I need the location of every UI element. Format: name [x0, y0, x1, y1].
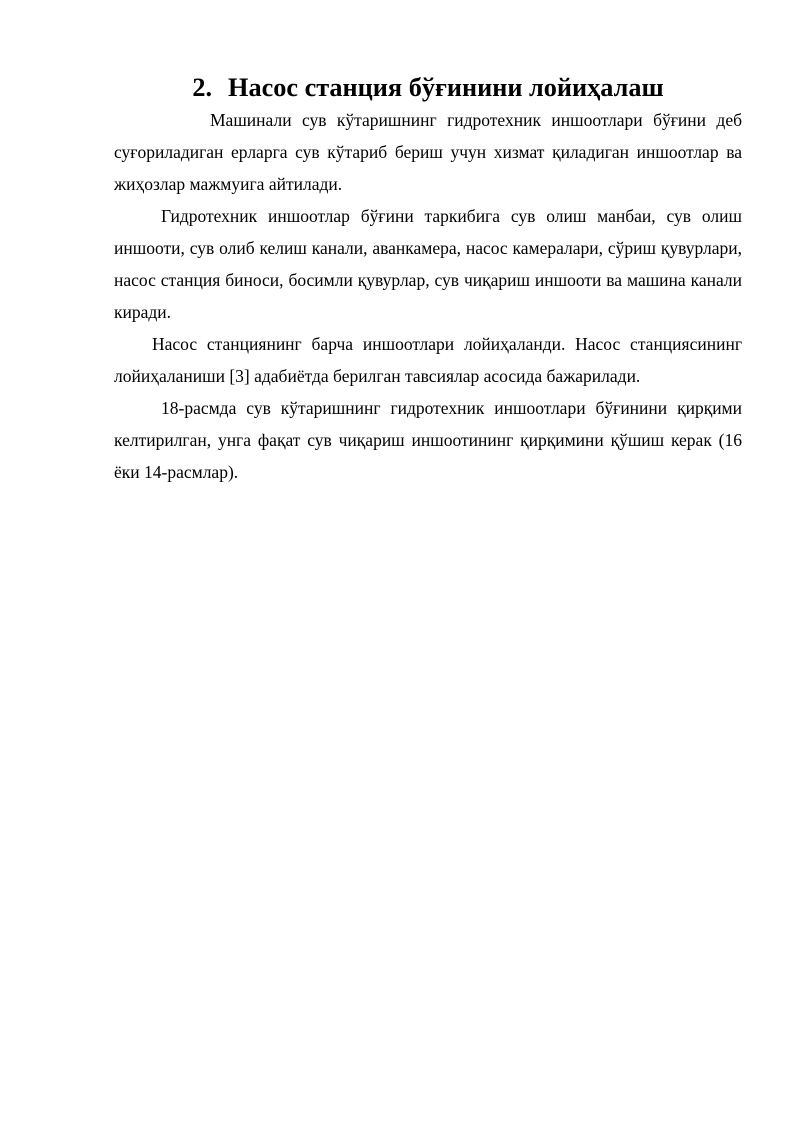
paragraph-4: 18-расмда сув кўтаришнинг гидротехник иншоотлари бўғинини қирқими келтирилган, унга фақат сув чиқариш иншоотининг қирқимини қўшиш керак (16 ёки 14-расмлар).: [114, 398, 742, 482]
paragraph-3: Насос станциянинг барча иншоотлари лойиҳаланди. Насос станциясининг лойиҳаланиши [3] адабиётда берилган тавсиялар асосида бажарилади.: [114, 334, 742, 386]
paragraph-2: Гидротехник иншоотлар бўғини таркибига сув олиш манбаи, сув олиш иншооти, сув олиб келиш канали, аванкамера, насос камералари, сўриш қувурлари, насос станция биноси, босимли қувурлар, сув чиқариш иншооти ва машина канали киради.: [114, 206, 742, 322]
section-heading: [114, 72, 742, 104]
section-title: Насос станция бўғинини лойиҳалаш: [228, 73, 664, 102]
paragraph-1: Машинали сув кўтаришнинг гидротехник иншоотлари бўғини деб суғориладиган ерларга сув кўтариб бериш учун хизмат қиладиган иншоотлар ва жиҳозлар мажмуига айтилади.: [114, 110, 742, 194]
section-number: 2.: [192, 73, 213, 102]
document-body: [114, 72, 742, 488]
